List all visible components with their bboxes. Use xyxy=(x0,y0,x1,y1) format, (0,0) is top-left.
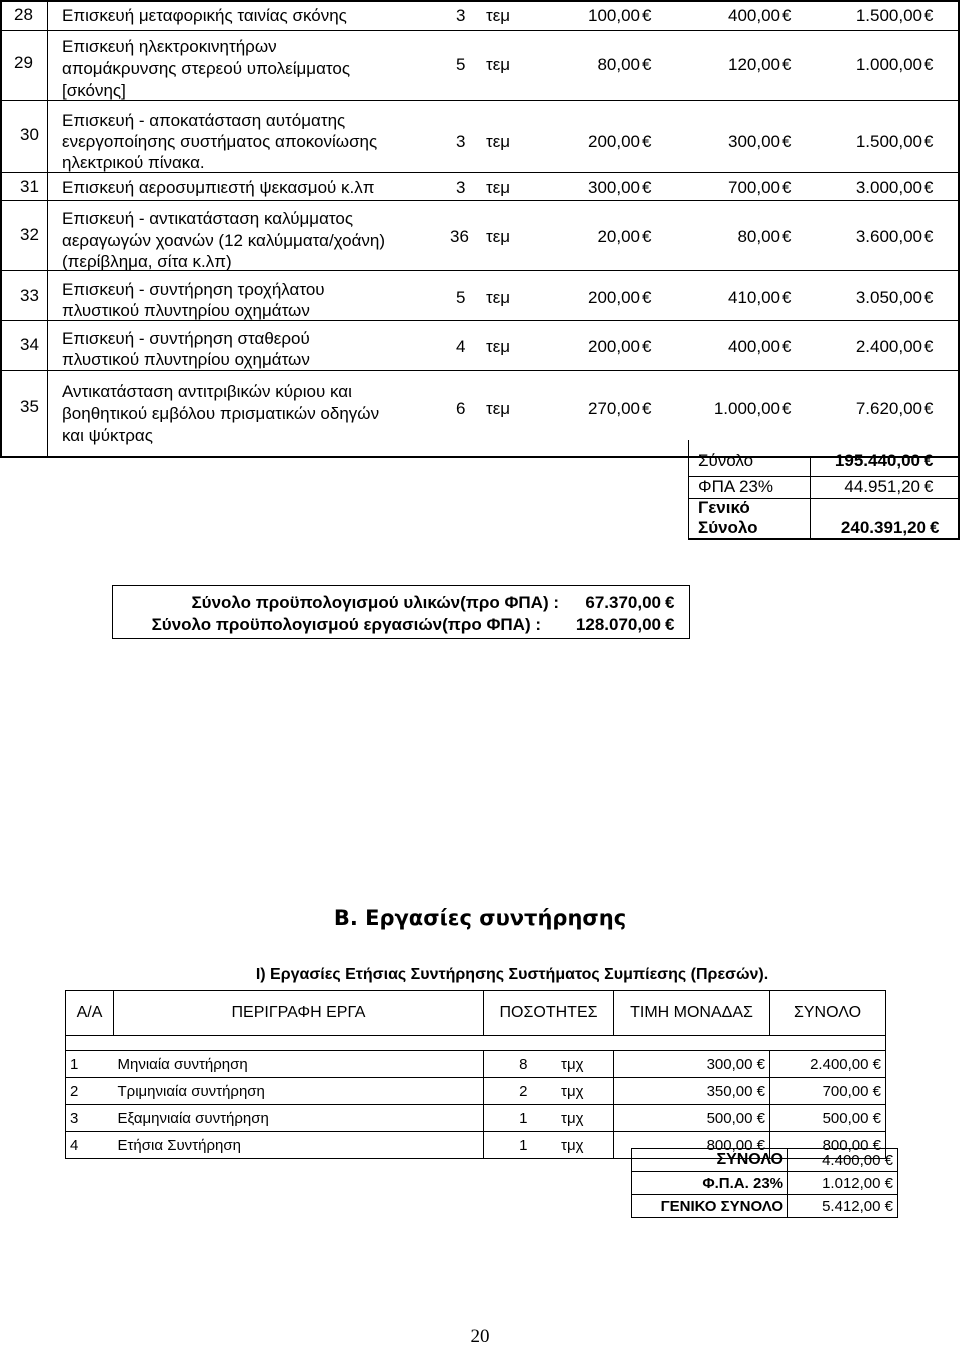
row-qty: 4 xyxy=(456,337,466,356)
euro-sign: € xyxy=(642,132,652,151)
row-price: 80,00 xyxy=(597,55,640,74)
grand-total-row xyxy=(632,1195,898,1218)
row-number: 31 xyxy=(20,177,39,196)
row-description: Αντικατάσταση αντιτριβικών κύριου και xyxy=(62,382,352,401)
total-value: 500,00 xyxy=(822,1109,869,1127)
row-number: 3 xyxy=(66,1105,114,1132)
euro-sign: € xyxy=(665,615,675,634)
euro-sign: € xyxy=(884,1174,893,1192)
row-description: Ετήσια Συντήρηση xyxy=(114,1132,484,1159)
euro-sign: € xyxy=(872,1055,881,1073)
row-number: 29 xyxy=(14,53,33,72)
row-description: Επισκευή - αντικατάσταση καλύμματος xyxy=(62,209,354,228)
row-description: Επισκευή - συντήρηση τροχήλατου xyxy=(62,280,325,299)
euro-sign: € xyxy=(642,178,652,197)
euro-sign: € xyxy=(924,6,934,25)
row-unit: τεμ xyxy=(486,55,511,74)
row-description: αεραγωγών χοανών (12 καλύμματα/χοάνη) xyxy=(62,231,386,250)
euro-sign: € xyxy=(924,399,934,418)
vat-value: 44.951,20 xyxy=(844,477,920,496)
row-total-b: 2.400,00 xyxy=(855,337,922,356)
row-unit: τμχ xyxy=(532,1105,614,1132)
row-qty: 2 xyxy=(484,1078,532,1105)
row-total-a: 120,00 xyxy=(728,55,780,74)
row-qty: 5 xyxy=(456,288,466,307)
euro-sign: € xyxy=(756,1055,765,1073)
grand-total-label: Σύνολο xyxy=(698,518,758,537)
header-no: Α/Α xyxy=(66,991,114,1036)
euro-sign: € xyxy=(884,1197,893,1215)
vat-label: ΦΠΑ 23% xyxy=(698,477,773,496)
euro-sign: € xyxy=(642,399,652,418)
row-description: (περίβλημα, σίτα κ.λπ) xyxy=(62,252,232,271)
total-value: 800,00 xyxy=(822,1136,869,1154)
price-value: 800,00 xyxy=(706,1136,753,1154)
euro-sign: € xyxy=(930,518,940,537)
row-total-b: 1.500,00 xyxy=(855,132,922,151)
row-description: [σκόνης] xyxy=(62,81,126,100)
row-number: 34 xyxy=(20,335,39,354)
row-qty: 1 xyxy=(484,1105,532,1132)
euro-sign: € xyxy=(782,227,792,246)
row-unit: τεμ xyxy=(486,337,511,356)
row-total-a: 1.000,00 xyxy=(713,399,780,418)
row-number: 4 xyxy=(66,1132,114,1159)
grand-total-value: 240.391,20 xyxy=(840,518,926,537)
row-total-a: 80,00 xyxy=(737,227,780,246)
header-quantity: ΠΟΣΟΤΗΤΕΣ xyxy=(484,991,614,1036)
row-number: 32 xyxy=(20,225,39,244)
row-total-a: 400,00 xyxy=(728,337,780,356)
labor-budget-value: 128.070,00 xyxy=(575,615,661,634)
spacer-row xyxy=(66,1036,886,1051)
grand-total-label: Γενικό xyxy=(698,498,750,517)
vat-label: Φ.Π.Α. 23% xyxy=(632,1172,788,1195)
euro-sign: € xyxy=(756,1082,765,1100)
euro-sign: € xyxy=(782,55,792,74)
euro-sign: € xyxy=(924,178,934,197)
row-number: 33 xyxy=(20,286,39,305)
row-total-a: 400,00 xyxy=(728,6,780,25)
row-unit: τεμ xyxy=(486,6,511,25)
euro-sign: € xyxy=(782,132,792,151)
row-unit: τμχ xyxy=(532,1051,614,1078)
subtotal-value: 195.440,00 xyxy=(834,451,920,470)
header-description: ΠΕΡΙΓΡΑΦΗ ΕΡΓΑ xyxy=(114,991,484,1036)
maintenance-table xyxy=(65,990,886,1159)
euro-sign: € xyxy=(642,55,652,74)
row-description: βοηθητικού εμβόλου πρισματικών οδηγών xyxy=(62,404,380,423)
row-price: 300,00 xyxy=(588,178,640,197)
table-row xyxy=(66,1078,886,1105)
row-total-b: 3.050,00 xyxy=(855,288,922,307)
row-description: Επισκευή - συντήρηση σταθερού xyxy=(62,329,310,348)
row-price: 270,00 xyxy=(588,399,640,418)
row-total-a: 410,00 xyxy=(728,288,780,307)
total-value: 700,00 xyxy=(822,1082,869,1100)
page-number: 20 xyxy=(470,1326,490,1347)
row-unit: τεμ xyxy=(486,132,511,151)
row-total xyxy=(770,1051,886,1078)
row-total-b: 3.600,00 xyxy=(855,227,922,246)
row-number: 28 xyxy=(14,5,33,24)
grand-total-amount: 5.412,00 xyxy=(822,1197,881,1215)
row-price: 200,00 xyxy=(588,337,640,356)
header-unit-price: ΤΙΜΗ ΜΟΝΑΔΑΣ xyxy=(614,991,770,1036)
euro-sign: € xyxy=(756,1109,765,1127)
row-description: Μηνιαία συντήρηση xyxy=(114,1051,484,1078)
total-value: 2.400,00 xyxy=(810,1055,869,1073)
euro-sign: € xyxy=(924,451,934,470)
row-unit: τεμ xyxy=(486,178,511,197)
row-qty: 8 xyxy=(484,1051,532,1078)
row-total-b: 1.000,00 xyxy=(855,55,922,74)
row-price: 200,00 xyxy=(588,288,640,307)
row-description: και ψύκτρας xyxy=(62,426,153,445)
row-number: 35 xyxy=(20,397,39,416)
materials-budget-label: Σύνολο προϋπολογισμού υλικών(προ ΦΠΑ) : xyxy=(191,593,559,612)
row-qty: 5 xyxy=(456,55,466,74)
materials-budget-value: 67.370,00 xyxy=(585,593,661,612)
table-header-row xyxy=(66,991,886,1036)
row-description: Εξαμηνιαία συντήρηση xyxy=(114,1105,484,1132)
table-row xyxy=(66,1105,886,1132)
vat-row xyxy=(632,1172,898,1195)
price-value: 350,00 xyxy=(706,1082,753,1100)
euro-sign: € xyxy=(924,132,934,151)
euro-sign: € xyxy=(642,6,652,25)
euro-sign: € xyxy=(924,288,934,307)
row-price: 100,00 xyxy=(588,6,640,25)
euro-sign: € xyxy=(872,1082,881,1100)
row-total xyxy=(770,1105,886,1132)
row-qty: 36 xyxy=(450,227,469,246)
row-unit: τεμ xyxy=(486,288,511,307)
grand-total-label: ΓΕΝΙΚΟ ΣΥΝΟΛΟ xyxy=(632,1195,788,1218)
row-qty: 1 xyxy=(484,1132,532,1159)
euro-sign: € xyxy=(924,477,934,496)
row-description: ηλεκτρικού πίνακα. xyxy=(62,153,205,172)
euro-sign: € xyxy=(872,1109,881,1127)
price-value: 500,00 xyxy=(706,1109,753,1127)
euro-sign: € xyxy=(782,399,792,418)
subsection-title: Ι) Εργασίες Ετήσιας Συντήρησης Συστήματος Συμπίεσης (Πρεσών). xyxy=(255,966,769,983)
euro-sign: € xyxy=(872,1136,881,1154)
euro-sign: € xyxy=(642,288,652,307)
row-qty: 3 xyxy=(456,178,466,197)
euro-sign: € xyxy=(642,337,652,356)
row-description: Τριμηνιαία συντήρηση xyxy=(114,1078,484,1105)
budget-summary-box xyxy=(112,585,690,639)
row-description: Επισκευή μεταφορικής ταινίας σκόνης xyxy=(62,6,347,25)
total-row xyxy=(632,1149,898,1172)
row-total xyxy=(770,1078,886,1105)
vat-amount: 1.012,00 xyxy=(822,1174,881,1192)
row-price: 20,00 xyxy=(597,227,640,246)
row-number: 1 xyxy=(66,1051,114,1078)
row-description: πλυστικού πλυντηρίου οχημάτων xyxy=(62,350,310,369)
row-unit: τμχ xyxy=(532,1132,614,1159)
row-description: Επισκευή ηλεκτροκινητήρων xyxy=(62,37,277,56)
row-price: 200,00 xyxy=(588,132,640,151)
subtotal-label: Σύνολο xyxy=(698,451,754,470)
row-price xyxy=(614,1078,770,1105)
euro-sign: € xyxy=(782,6,792,25)
row-number: 30 xyxy=(20,125,39,144)
table-row xyxy=(66,1051,886,1078)
euro-sign: € xyxy=(756,1136,765,1154)
labor-budget-label: Σύνολο προϋπολογισμού εργασιών(προ ΦΠΑ) : xyxy=(151,615,541,634)
row-unit: τμχ xyxy=(532,1078,614,1105)
row-description: Επισκευή - αποκατάσταση αυτόματης xyxy=(62,111,346,130)
row-total-b: 3.000,00 xyxy=(855,178,922,197)
vat-value xyxy=(788,1172,898,1195)
maintenance-totals xyxy=(631,1148,898,1218)
row-total-a: 300,00 xyxy=(728,132,780,151)
header-total: ΣΥΝΟΛΟ xyxy=(770,991,886,1036)
row-price xyxy=(614,1051,770,1078)
row-qty: 6 xyxy=(456,399,466,418)
row-description: ενεργοποίησης συστήματος αποκονίωσης xyxy=(62,132,378,151)
row-number: 2 xyxy=(66,1078,114,1105)
row-total-b: 1.500,00 xyxy=(855,6,922,25)
row-unit: τεμ xyxy=(486,399,511,418)
euro-sign: € xyxy=(782,288,792,307)
euro-sign: € xyxy=(665,593,675,612)
grand-total-value xyxy=(788,1195,898,1218)
euro-sign: € xyxy=(782,178,792,197)
euro-sign: € xyxy=(924,55,934,74)
euro-sign: € xyxy=(782,337,792,356)
total-label: ΣΥΝΟΛΟ xyxy=(632,1149,788,1172)
euro-sign: € xyxy=(924,337,934,356)
row-total-b: 7.620,00 xyxy=(855,399,922,418)
euro-sign: € xyxy=(642,227,652,246)
row-description: Επισκευή αεροσυμπιεστή ψεκασμού κ.λπ xyxy=(62,178,375,197)
price-value: 300,00 xyxy=(706,1055,753,1073)
row-qty: 3 xyxy=(456,6,466,25)
total-amount: 4.400,00 xyxy=(822,1151,881,1169)
euro-sign: € xyxy=(884,1151,893,1169)
row-description: πλυστικού πλυντηρίου οχημάτων xyxy=(62,301,310,320)
row-unit: τεμ xyxy=(486,227,511,246)
row-total-a: 700,00 xyxy=(728,178,780,197)
row-description: απομάκρυνσης στερεού υπολείμματος xyxy=(62,59,351,78)
row-qty: 3 xyxy=(456,132,466,151)
total-value xyxy=(788,1149,898,1172)
row-price xyxy=(614,1105,770,1132)
euro-sign: € xyxy=(924,227,934,246)
section-title: Β. Εργασίες συντήρησης xyxy=(333,906,627,930)
